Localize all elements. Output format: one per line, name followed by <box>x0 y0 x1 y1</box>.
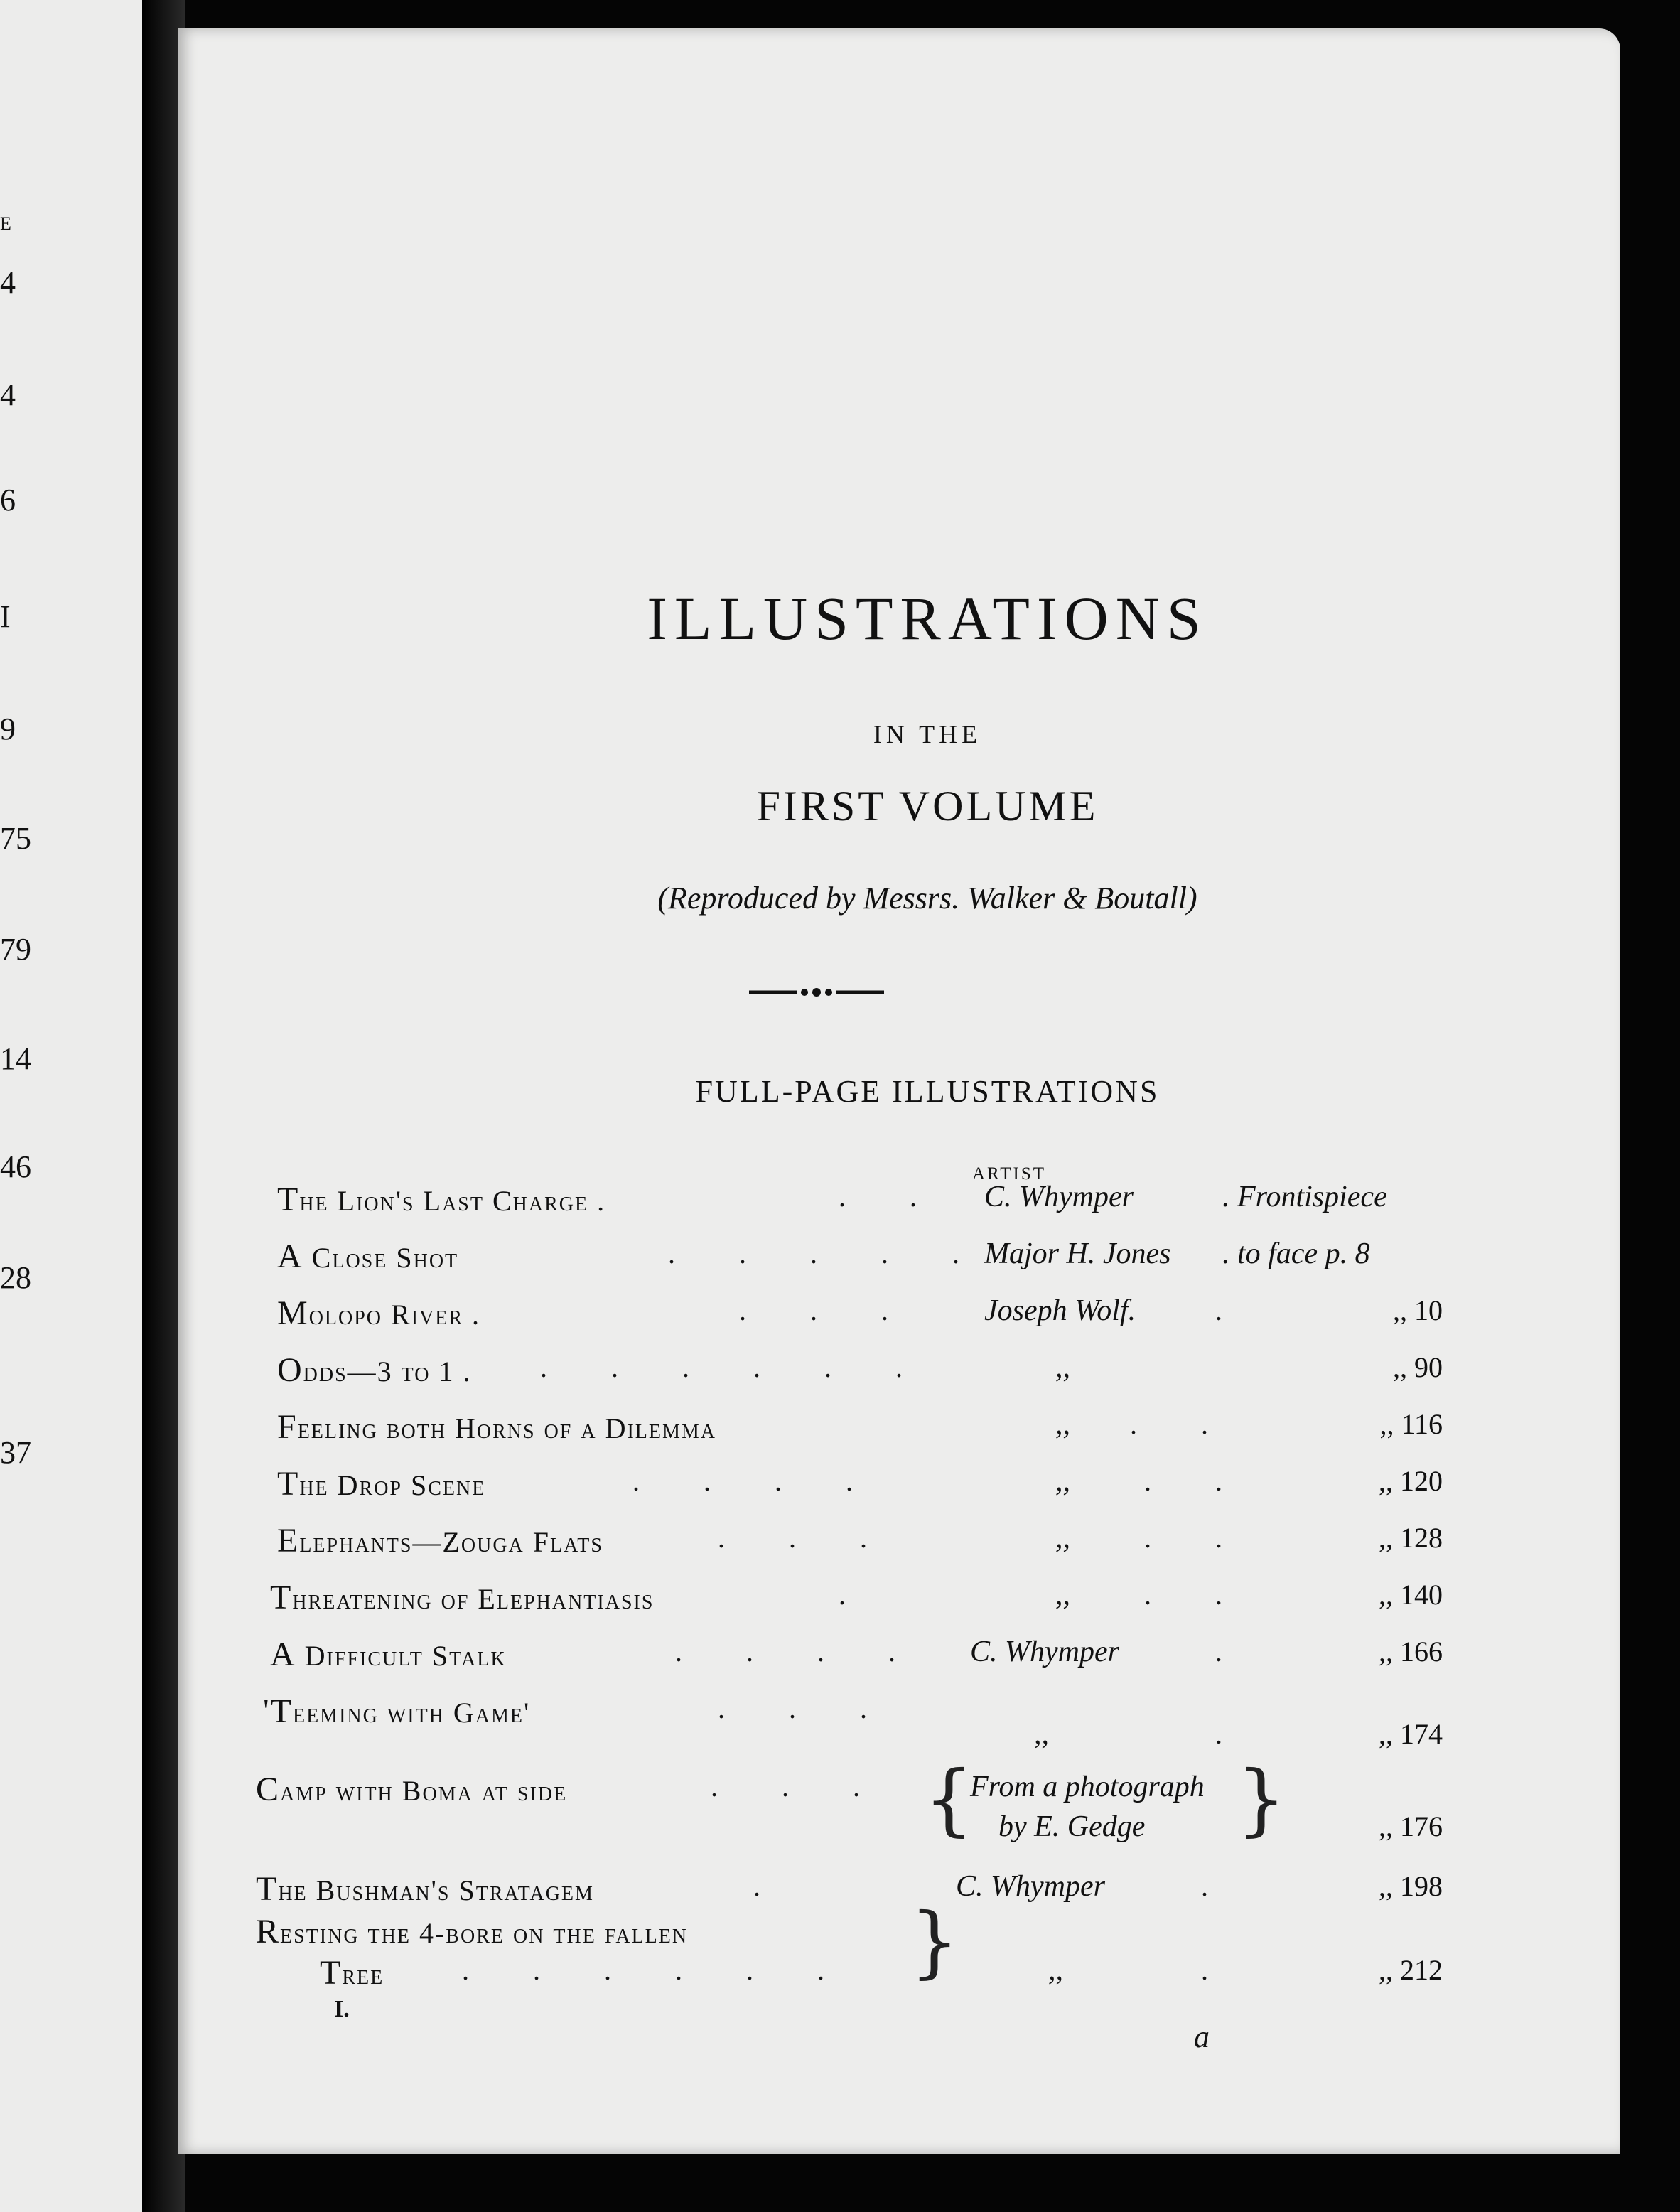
illustration-row <box>263 1692 1471 1751</box>
illustration-page: ,, 174 <box>1379 1718 1443 1750</box>
illustration-row <box>256 1869 1464 1912</box>
illustration-artist: C. Whymper <box>970 1636 1119 1668</box>
illustration-title: 'Teeming with Game' <box>263 1692 531 1730</box>
illustration-row <box>270 1578 1478 1621</box>
leader-dots: . . . . <box>632 1465 881 1497</box>
illustration-title: Odds—3 to 1 . <box>277 1351 472 1389</box>
illustration-artist-line-2: by E. Gedge <box>998 1810 1146 1843</box>
illustration-artist: ,, <box>1055 1351 1070 1384</box>
left-page-number: 75 <box>0 821 31 856</box>
ornamental-rule <box>749 985 884 999</box>
illustration-title: Camp with Boma at side <box>256 1771 568 1808</box>
illustration-title: The Lion's Last Charge . <box>277 1181 606 1218</box>
left-page-number: 46 <box>0 1149 31 1184</box>
illustration-row <box>277 1351 1485 1393</box>
leader-dots: . . <box>1130 1408 1237 1440</box>
left-page-number: 14 <box>0 1041 31 1076</box>
left-page-number: 79 <box>0 932 31 967</box>
illustration-page: ,, 212 <box>1379 1954 1443 1986</box>
leader-dots: . <box>1215 1636 1251 1668</box>
leader-dots: . <box>1201 1954 1237 1986</box>
signature-letter: a <box>1194 2019 1210 2054</box>
leader-dots: . . . <box>718 1692 895 1724</box>
illustration-row <box>277 1464 1485 1507</box>
illustration-artist: Joseph Wolf. <box>984 1294 1136 1327</box>
left-page-number: 6 <box>0 483 16 517</box>
illustration-artist: From a photograph <box>970 1771 1205 1803</box>
leader-dots: . <box>753 1870 789 1902</box>
left-page-number: I <box>0 599 11 634</box>
illustration-title: Elephants—Zouga Flats <box>277 1522 603 1559</box>
illustration-title: A Difficult Stalk <box>270 1636 507 1673</box>
reproduction-credit: (Reproduced by Messrs. Walker & Boutall) <box>657 881 1197 916</box>
illustration-artist: Major H. Jones <box>984 1237 1171 1270</box>
illustration-row <box>277 1294 1485 1336</box>
illustration-page: ,, 140 <box>1379 1579 1443 1611</box>
leader-dots: . . . . . <box>668 1237 988 1269</box>
illustration-artist: ,, <box>1055 1579 1070 1611</box>
left-page-number: 28 <box>0 1260 31 1295</box>
previous-page-strip <box>0 0 146 2212</box>
illustration-artist: ,, <box>1055 1408 1070 1441</box>
leader-dots: . . <box>1144 1465 1251 1497</box>
right-brace: } <box>1237 1754 1286 1845</box>
illustration-page: ,, 116 <box>1379 1408 1443 1440</box>
illustration-row <box>277 1180 1485 1223</box>
leader-dots: . <box>1215 1718 1251 1750</box>
illustration-artist: C. Whymper <box>984 1181 1134 1213</box>
left-page-number: E <box>0 213 11 234</box>
left-page-number: 37 <box>0 1435 31 1470</box>
illustration-page: ,, 90 <box>1393 1351 1443 1383</box>
illustration-title: Resting the 4-bore on the fallen <box>256 1913 689 1950</box>
illustration-row <box>256 1896 1464 1992</box>
illustration-title: Feeling both Horns of a Dilemma <box>277 1408 717 1446</box>
book-page <box>178 28 1620 2154</box>
leader-dots: . <box>1201 1870 1237 1902</box>
illustration-page: ,, 166 <box>1379 1636 1443 1668</box>
leader-dots: . . . <box>711 1771 888 1803</box>
illustration-row <box>277 1237 1485 1279</box>
leader-dots: . . . <box>739 1294 917 1326</box>
leader-dots: . . <box>839 1181 945 1213</box>
illustration-page: ,, 10 <box>1393 1294 1443 1326</box>
illustration-title: The Drop Scene <box>277 1465 486 1503</box>
illustration-artist: ,, <box>1055 1465 1070 1498</box>
illustration-title: The Bushman's Stratagem <box>256 1870 594 1908</box>
artist-column-header: ARTIST <box>972 1164 1046 1183</box>
illustration-artist: C. Whymper <box>956 1870 1105 1903</box>
right-brace: } <box>910 1896 959 1987</box>
illustration-title: Threatening of Elephantiasis <box>270 1579 655 1616</box>
left-page-number: 4 <box>0 377 16 412</box>
illustration-row <box>277 1407 1485 1450</box>
illustration-page: ,, 176 <box>1379 1810 1443 1842</box>
illustration-page: ,, 198 <box>1379 1870 1443 1902</box>
section-title: FULL-PAGE ILLUSTRATIONS <box>695 1074 1160 1109</box>
page-title: ILLUSTRATIONS <box>647 584 1208 653</box>
illustration-row <box>270 1635 1478 1677</box>
illustration-title-line-2: Tree <box>320 1954 384 1992</box>
leader-dots: . . . . . . <box>462 1954 853 1986</box>
illustration-page: ,, 128 <box>1379 1522 1443 1554</box>
left-page-number: 9 <box>0 712 16 746</box>
illustration-row <box>256 1754 1464 1848</box>
illustration-artist: ,, <box>1048 1954 1063 1987</box>
illustration-page: ,, 120 <box>1379 1465 1443 1497</box>
leader-dots: . . . . . . <box>540 1351 931 1383</box>
leader-dots: . . <box>1144 1522 1251 1554</box>
leader-dots: . . <box>1144 1579 1251 1611</box>
leader-dots: . <box>1215 1294 1251 1326</box>
signature-mark: I. <box>334 1996 350 2022</box>
illustration-page: . Frontispiece <box>1222 1181 1387 1213</box>
illustration-artist: ,, <box>1034 1718 1049 1751</box>
title-line-in-the: IN THE <box>873 720 982 748</box>
illustration-title: A Close Shot <box>277 1237 459 1275</box>
illustration-artist: ,, <box>1055 1522 1070 1555</box>
title-line-first-volume: FIRST VOLUME <box>756 783 1099 830</box>
leader-dots: . <box>839 1579 874 1611</box>
left-brace: { <box>924 1754 974 1845</box>
illustration-page: . to face p. 8 <box>1222 1237 1370 1270</box>
illustration-row <box>277 1521 1485 1564</box>
illustration-title: Molopo River . <box>277 1294 481 1332</box>
left-page-number: 4 <box>0 265 16 300</box>
leader-dots: . . . <box>718 1522 895 1554</box>
leader-dots: . . . . <box>675 1636 924 1668</box>
